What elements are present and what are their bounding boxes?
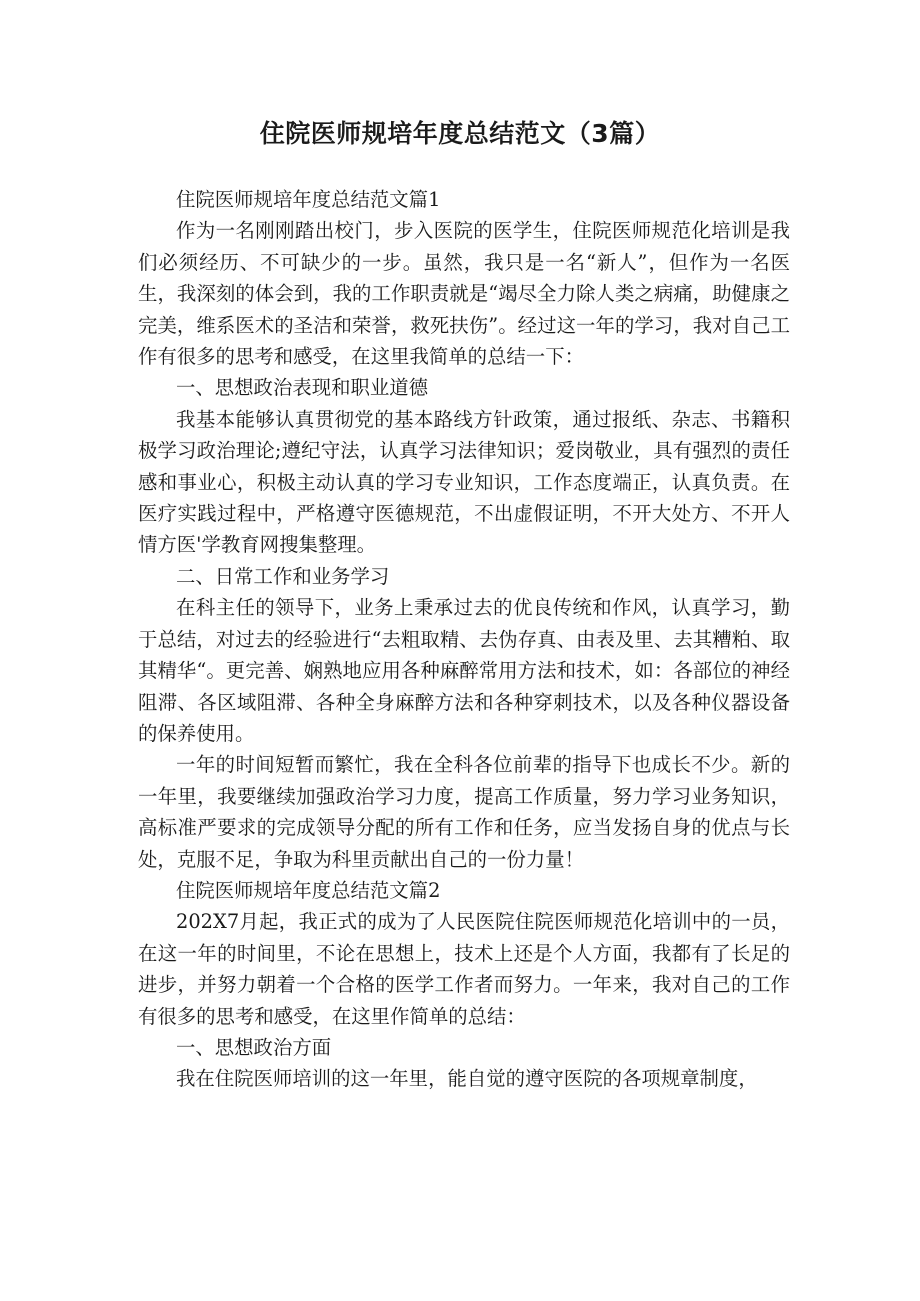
paragraph: 202X7月起，我正式的成为了人民医院住院医师规范化培训中的一员，在这一年的时间里，不论在思想上，技术上还是个人方面，我都有了长足的进步，并努力朝着一个合格的医学工作者而努力。一年来，我对自己的工作有很多的思考和感受，在这里作简单的总结： <box>138 910 790 1028</box>
paragraph: 一年的时间短暂而繁忙，我在全科各位前辈的指导下也成长不少。新的一年里，我要继续加强政治学习力度，提高工作质量，努力学习业务知识，高标准严要求的完成领导分配的所有工作和任务，应当发扬自身的优点与长处，克服不足，争取为科里贡献出自己的一份力量！ <box>138 753 790 871</box>
paragraph: 我在住院医师培训的这一年里，能自觉的遵守医院的各项规章制度， <box>176 1067 758 1091</box>
paragraph: 在科主任的领导下，业务上秉承过去的优良传统和作风，认真学习，勤于总结，对过去的经验进行“去粗取精、去伪存真、由表及里、去其糟粕、取其精华“。更完善、娴熟地应用各种麻醉常用方法和技术，如：各部位的神经阻滞、各区域阻滞、各种全身麻醉方法和各种穿刺技术，以及各种仪器设备的保养使用。 <box>138 596 790 745</box>
document-body <box>138 184 790 1095</box>
paragraph: 我基本能够认真贯彻党的基本路线方针政策，通过报纸、杂志、书籍积极学习政治理论;遵纪守法，认真学习法律知识；爱岗敬业，具有强烈的责任感和事业心，积极主动认真的学习专业知识，工作态度端正，认真负责。在医疗实践过程中，严格遵守医德规范，不出虚假证明，不开大处方、不开人情方医'学教育网搜集整理。 <box>138 407 790 557</box>
section-heading: 住院医师规培年度总结范文篇2 <box>176 878 441 902</box>
subsection-heading: 二、日常工作和业务学习 <box>176 564 390 588</box>
document-title: 住院医师规培年度总结范文（3篇） <box>259 119 661 148</box>
paragraph: 作为一名刚刚踏出校门，步入医院的医学生，住院医师规范化培训是我们必须经历、不可缺少的一步。虽然，我只是一名“新人”，但作为一名医生，我深刻的体会到，我的工作职责就是“竭尽全力除人类之病痛，助健康之完美，维系医术的圣洁和荣誉，救死扶伤”。经过这一年的学习，我对自己工作有很多的思考和感受，在这里我简单的总结一下： <box>138 219 790 369</box>
subsection-heading: 一、思想政治方面 <box>176 1035 332 1059</box>
subsection-heading: 一、思想政治表现和职业道德 <box>176 376 429 400</box>
section-heading: 住院医师规培年度总结范文篇1 <box>176 188 441 211</box>
